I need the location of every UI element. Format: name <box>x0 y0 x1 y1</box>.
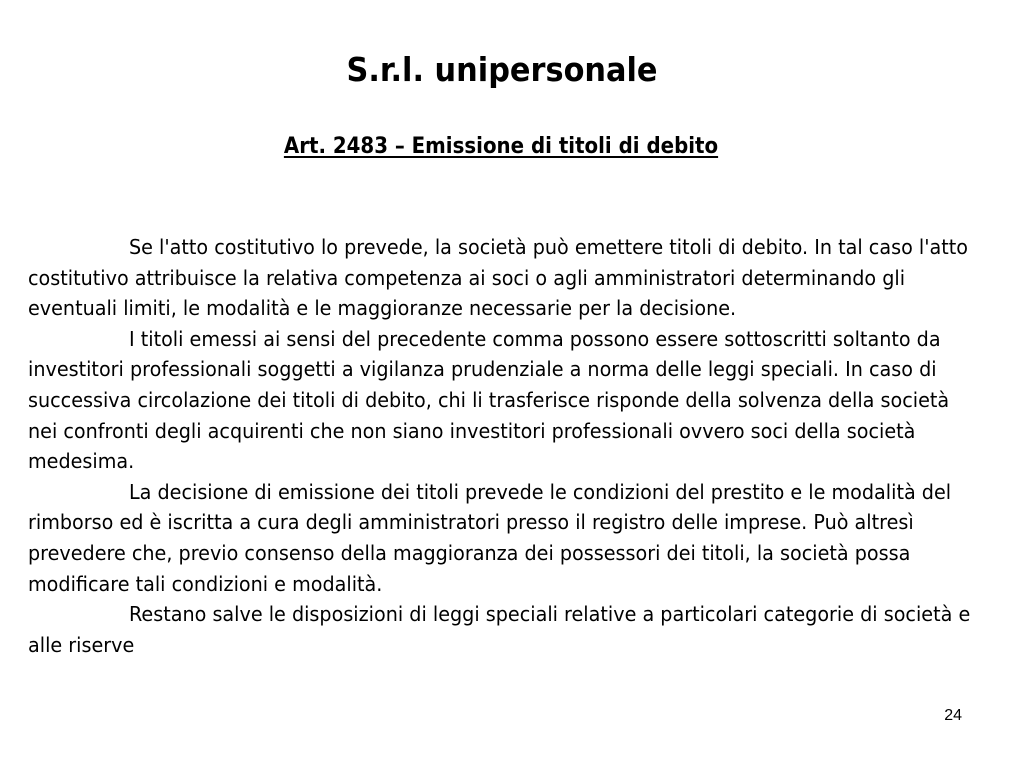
article-heading: Art. 2483 – Emissione di titoli di debito <box>283 134 719 159</box>
paragraph-4: Restano salve le disposizioni di leggi speciali relative a particolari categorie di società e alle riserve <box>28 602 971 657</box>
paragraph-2: I titoli emessi ai sensi del precedente comma possono essere sottoscritti soltanto da investitori professionali soggetti a vigilanza prudenziale a norma delle leggi speciali. In caso di successiva circolazione dei titoli di debito, chi li trasferisce risponde della solvenza della società nei confronti degli acquirenti che non siano investitori professionali ovvero soci della società medesima. <box>28 326 950 474</box>
paragraph-1: Se l'atto costitutivo lo prevede, la società può emettere titoli di debito. In tal caso l'atto costitutivo attribuisce la relativa competenza ai soci o agli amministratori determinando gli eventuali limiti, le modalità e le maggioranze necessarie per la decisione. <box>28 235 968 321</box>
paragraph-3: La decisione di emissione dei titoli prevede le condizioni del prestito e le modalità del rimborso ed è iscritta a cura degli amministratori presso il registro delle imprese. Può altresì prevedere che, previo consenso della maggioranza dei possessori dei titoli, la società possa modificare tali condizioni e modalità. <box>28 479 952 596</box>
page-number: 24 <box>944 707 962 724</box>
article-text <box>28 232 972 660</box>
slide-title: S.r.l. unipersonale <box>346 50 658 89</box>
